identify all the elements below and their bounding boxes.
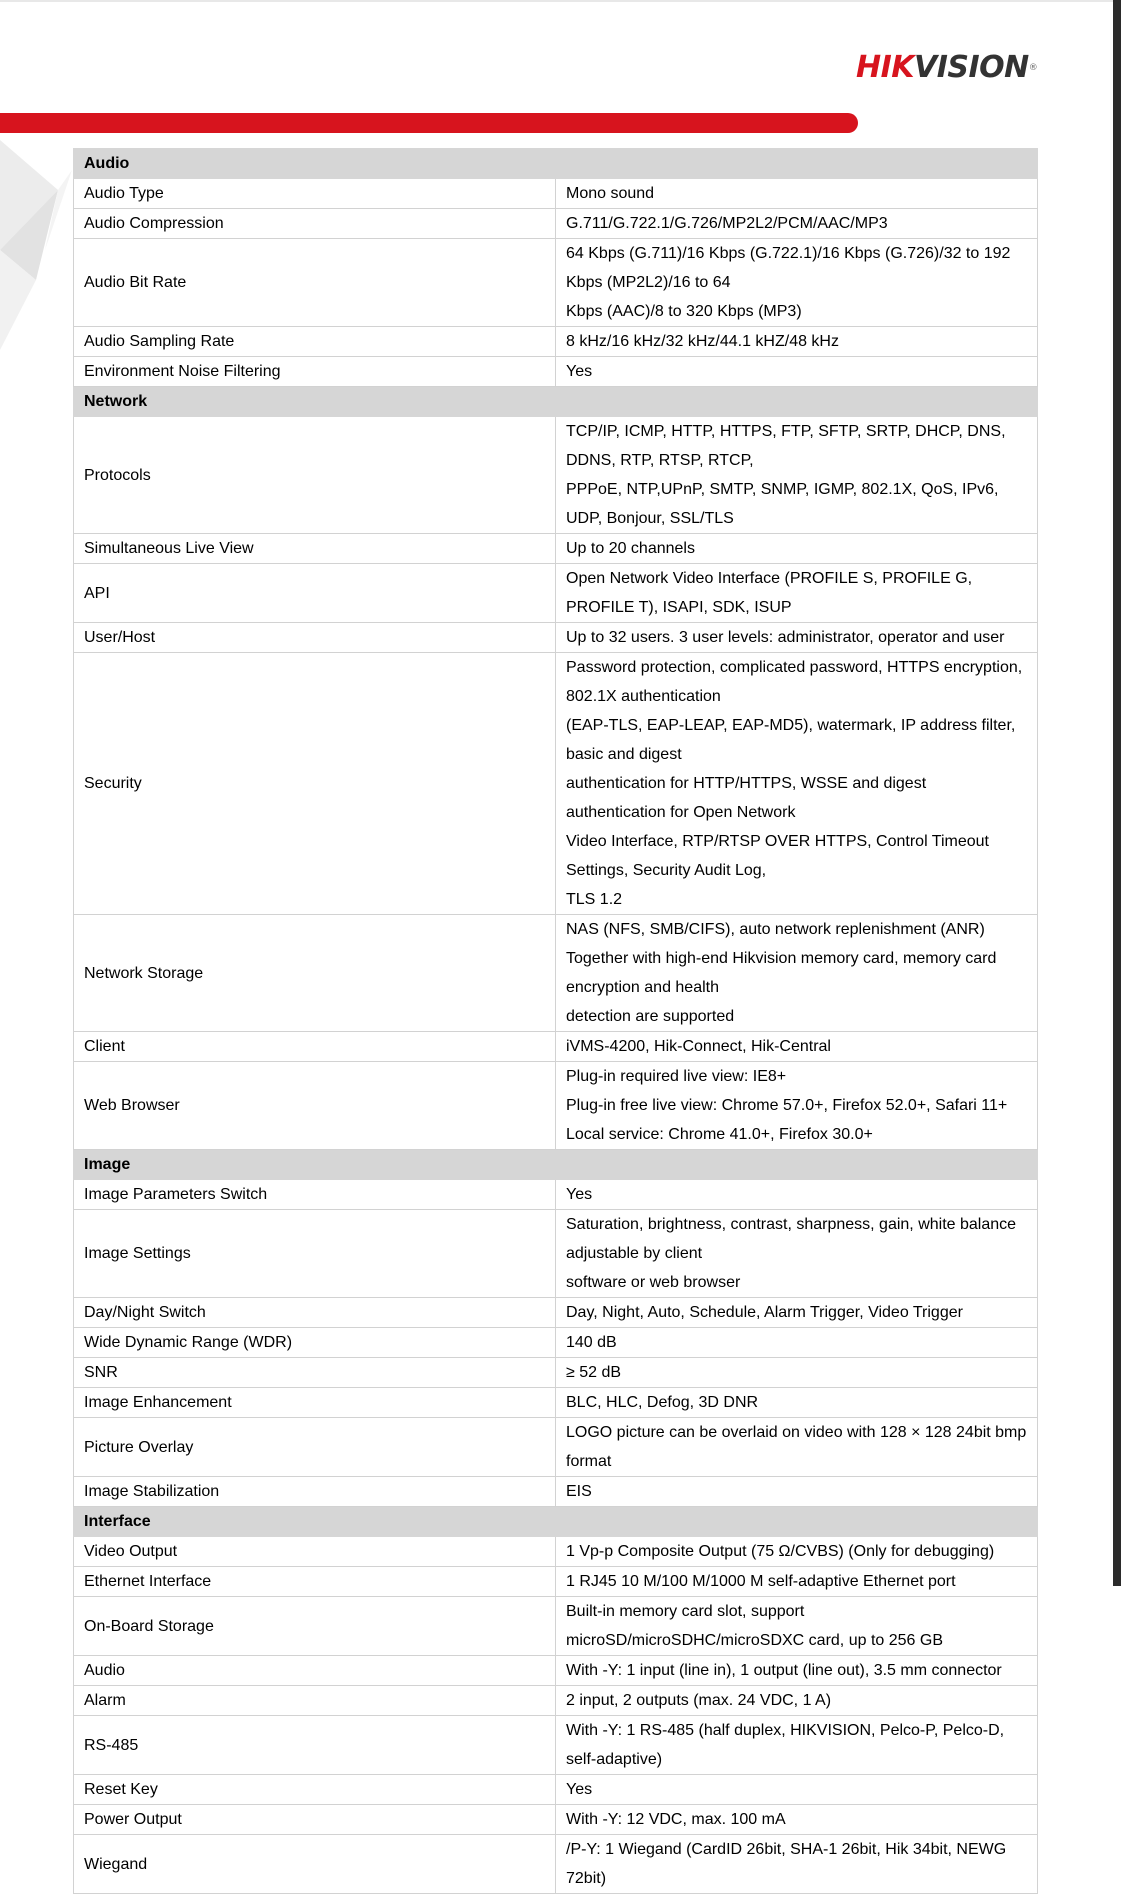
spec-value	[556, 1805, 1038, 1835]
spec-row	[74, 1418, 1038, 1477]
spec-row	[74, 1775, 1038, 1805]
spec-value-line: Yes	[566, 1781, 593, 1798]
spec-value-line: G.711/G.722.1/G.726/MP2L2/PCM/AAC/MP3	[566, 215, 888, 232]
section-title: Image	[74, 1150, 1038, 1180]
spec-label: Image Settings	[74, 1210, 556, 1298]
spec-value	[556, 1775, 1038, 1805]
spec-label: Day/Night Switch	[74, 1298, 556, 1328]
spec-value	[556, 1477, 1038, 1507]
spec-value-line: LOGO picture can be overlaid on video with 128 × 128 24bit bmp format	[566, 1424, 1027, 1470]
spec-row	[74, 1328, 1038, 1358]
spec-value-line: Kbps (AAC)/8 to 320 Kbps (MP3)	[566, 303, 802, 320]
section-title: Network	[74, 387, 1038, 417]
spec-value-line: Up to 20 channels	[566, 540, 695, 557]
spec-value-line: 8 kHz/16 kHz/32 kHz/44.1 kHZ/48 kHz	[566, 333, 839, 350]
spec-value-line: Day, Night, Auto, Schedule, Alarm Trigger, Video Trigger	[566, 1304, 963, 1321]
spec-table-body	[74, 149, 1038, 1894]
spec-value	[556, 1062, 1038, 1150]
spec-value	[556, 327, 1038, 357]
section-title: Audio	[74, 149, 1038, 179]
spec-label: On-Board Storage	[74, 1597, 556, 1656]
spec-label: Video Output	[74, 1537, 556, 1567]
decorative-star-graphic	[0, 130, 72, 360]
spec-value	[556, 1656, 1038, 1686]
spec-value-line: iVMS-4200, Hik-Connect, Hik-Central	[566, 1038, 831, 1055]
spec-label: Ethernet Interface	[74, 1567, 556, 1597]
spec-value-line: PPPoE, NTP,UPnP, SMTP, SNMP, IGMP, 802.1X, QoS, IPv6, UDP, Bonjour, SSL/TLS	[566, 481, 999, 527]
spec-label: API	[74, 564, 556, 623]
spec-value	[556, 1358, 1038, 1388]
spec-value-line: 64 Kbps (G.711)/16 Kbps (G.722.1)/16 Kbps (G.726)/32 to 192 Kbps (MP2L2)/16 to 64	[566, 245, 1011, 291]
spec-value-line: Plug-in free live view: Chrome 57.0+, Firefox 52.0+, Safari 11+	[566, 1097, 1008, 1114]
spec-row	[74, 1358, 1038, 1388]
spec-value-line: BLC, HLC, Defog, 3D DNR	[566, 1394, 759, 1411]
spec-label: Reset Key	[74, 1775, 556, 1805]
spec-value	[556, 417, 1038, 534]
spec-row	[74, 1805, 1038, 1835]
spec-value-line: TCP/IP, ICMP, HTTP, HTTPS, FTP, SFTP, SRTP, DHCP, DNS, DDNS, RTP, RTSP, RTCP,	[566, 423, 1006, 469]
spec-value-line: Yes	[566, 1186, 593, 1203]
spec-value-line: Plug-in required live view: IE8+	[566, 1068, 787, 1085]
logo-vision-text: VISION	[914, 50, 1029, 85]
spec-value-line: With -Y: 12 VDC, max. 100 mA	[566, 1811, 786, 1828]
spec-row	[74, 564, 1038, 623]
spec-value-line: Local service: Chrome 41.0+, Firefox 30.0+	[566, 1126, 873, 1143]
spec-row	[74, 623, 1038, 653]
spec-row	[74, 357, 1038, 387]
spec-value	[556, 623, 1038, 653]
spec-row	[74, 1835, 1038, 1894]
spec-row	[74, 209, 1038, 239]
spec-value-line: authentication for HTTP/HTTPS, WSSE and digest authentication for Open Network	[566, 775, 927, 821]
spec-label: RS-485	[74, 1716, 556, 1775]
spec-value	[556, 1835, 1038, 1894]
spec-label: Alarm	[74, 1686, 556, 1716]
spec-value-line: (EAP-TLS, EAP-LEAP, EAP-MD5), watermark, IP address filter, basic and digest	[566, 717, 1016, 763]
spec-label: Client	[74, 1032, 556, 1062]
section-header-row	[74, 1150, 1038, 1180]
section-header-row	[74, 149, 1038, 179]
logo-hik-text: HIK	[856, 50, 915, 85]
spec-value	[556, 1418, 1038, 1477]
spec-row	[74, 1032, 1038, 1062]
spec-value	[556, 1686, 1038, 1716]
spec-value-line: 1 Vp-p Composite Output (75 Ω/CVBS) (Only for debugging)	[566, 1543, 995, 1560]
spec-value	[556, 239, 1038, 327]
spec-row	[74, 179, 1038, 209]
spec-row	[74, 915, 1038, 1032]
spec-value	[556, 653, 1038, 915]
spec-label: Image Stabilization	[74, 1477, 556, 1507]
spec-row	[74, 653, 1038, 915]
spec-value-line: Open Network Video Interface (PROFILE S, PROFILE G, PROFILE T), ISAPI, SDK, ISUP	[566, 570, 973, 616]
spec-value	[556, 357, 1038, 387]
spec-value	[556, 209, 1038, 239]
spec-label: Picture Overlay	[74, 1418, 556, 1477]
spec-value-line: software or web browser	[566, 1274, 741, 1291]
spec-value	[556, 1328, 1038, 1358]
spec-value-line: Yes	[566, 363, 593, 380]
spec-label: Audio Sampling Rate	[74, 327, 556, 357]
spec-value	[556, 1180, 1038, 1210]
spec-value-line: 140 dB	[566, 1334, 617, 1351]
spec-value	[556, 1298, 1038, 1328]
spec-label: Audio Compression	[74, 209, 556, 239]
page-right-edge	[1113, 0, 1121, 1586]
spec-label: Environment Noise Filtering	[74, 357, 556, 387]
spec-value-line: Video Interface, RTP/RTSP OVER HTTPS, Control Timeout Settings, Security Audit Log,	[566, 833, 989, 879]
spec-value-line: 1 RJ45 10 M/100 M/1000 M self-adaptive Ethernet port	[566, 1573, 956, 1590]
spec-value	[556, 1388, 1038, 1418]
spec-value-line: Built-in memory card slot, support microSD/microSDHC/microSDXC card, up to 256 GB	[566, 1603, 943, 1649]
spec-label: Wide Dynamic Range (WDR)	[74, 1328, 556, 1358]
spec-row	[74, 1656, 1038, 1686]
spec-value-line: Saturation, brightness, contrast, sharpness, gain, white balance adjustable by client	[566, 1216, 1017, 1262]
spec-label: Power Output	[74, 1805, 556, 1835]
spec-label: Image Enhancement	[74, 1388, 556, 1418]
spec-value-line: Mono sound	[566, 185, 655, 202]
spec-row	[74, 1210, 1038, 1298]
spec-row	[74, 1477, 1038, 1507]
spec-label: SNR	[74, 1358, 556, 1388]
spec-row	[74, 1597, 1038, 1656]
spec-row	[74, 1567, 1038, 1597]
logo-registered-mark: ®	[1028, 63, 1038, 73]
spec-row	[74, 1062, 1038, 1150]
section-title: Interface	[74, 1507, 1038, 1537]
spec-value-line: detection are supported	[566, 1008, 735, 1025]
spec-row	[74, 1180, 1038, 1210]
spec-row	[74, 1537, 1038, 1567]
spec-label: Image Parameters Switch	[74, 1180, 556, 1210]
spec-value	[556, 564, 1038, 623]
spec-label: User/Host	[74, 623, 556, 653]
spec-value-line: ≥ 52 dB	[566, 1364, 622, 1381]
spec-label: Audio Type	[74, 179, 556, 209]
spec-value-line: Up to 32 users. 3 user levels: administrator, operator and user	[566, 629, 1005, 646]
spec-label: Simultaneous Live View	[74, 534, 556, 564]
spec-value-line: Together with high-end Hikvision memory card, memory card encryption and health	[566, 950, 997, 996]
section-header-row	[74, 1507, 1038, 1537]
spec-value-line: NAS (NFS, SMB/CIFS), auto network replenishment (ANR)	[566, 921, 985, 938]
spec-value-line: 2 input, 2 outputs (max. 24 VDC, 1 A)	[566, 1692, 832, 1709]
spec-label: Web Browser	[74, 1062, 556, 1150]
spec-row	[74, 327, 1038, 357]
spec-value	[556, 534, 1038, 564]
spec-label: Audio Bit Rate	[74, 239, 556, 327]
spec-value	[556, 1032, 1038, 1062]
spec-label: Network Storage	[74, 915, 556, 1032]
spec-value-line: With -Y: 1 input (line in), 1 output (line out), 3.5 mm connector	[566, 1662, 1002, 1679]
spec-row	[74, 239, 1038, 327]
spec-row	[74, 417, 1038, 534]
header-red-bar	[0, 113, 858, 133]
spec-row	[74, 534, 1038, 564]
spec-row	[74, 1388, 1038, 1418]
page-top-edge	[0, 0, 1113, 2]
spec-label: Protocols	[74, 417, 556, 534]
spec-value	[556, 1597, 1038, 1656]
section-header-row	[74, 387, 1038, 417]
spec-value-line: TLS 1.2	[566, 891, 623, 908]
spec-value-line: Password protection, complicated password, HTTPS encryption, 802.1X authentication	[566, 659, 1023, 705]
spec-table	[73, 148, 1038, 1894]
spec-value	[556, 1210, 1038, 1298]
hikvision-logo	[856, 50, 1037, 86]
spec-label: Wiegand	[74, 1835, 556, 1894]
spec-value	[556, 1537, 1038, 1567]
spec-value-line: With -Y: 1 RS-485 (half duplex, HIKVISION, Pelco-P, Pelco-D, self-adaptive)	[566, 1722, 1005, 1768]
spec-value-line: /P-Y: 1 Wiegand (CardID 26bit, SHA-1 26bit, Hik 34bit, NEWG 72bit)	[566, 1841, 1007, 1887]
spec-row	[74, 1298, 1038, 1328]
spec-value	[556, 1567, 1038, 1597]
spec-value	[556, 179, 1038, 209]
spec-row	[74, 1686, 1038, 1716]
spec-value	[556, 1716, 1038, 1775]
spec-row	[74, 1716, 1038, 1775]
spec-label: Security	[74, 653, 556, 915]
spec-label: Audio	[74, 1656, 556, 1686]
spec-value-line: EIS	[566, 1483, 592, 1500]
spec-value	[556, 915, 1038, 1032]
